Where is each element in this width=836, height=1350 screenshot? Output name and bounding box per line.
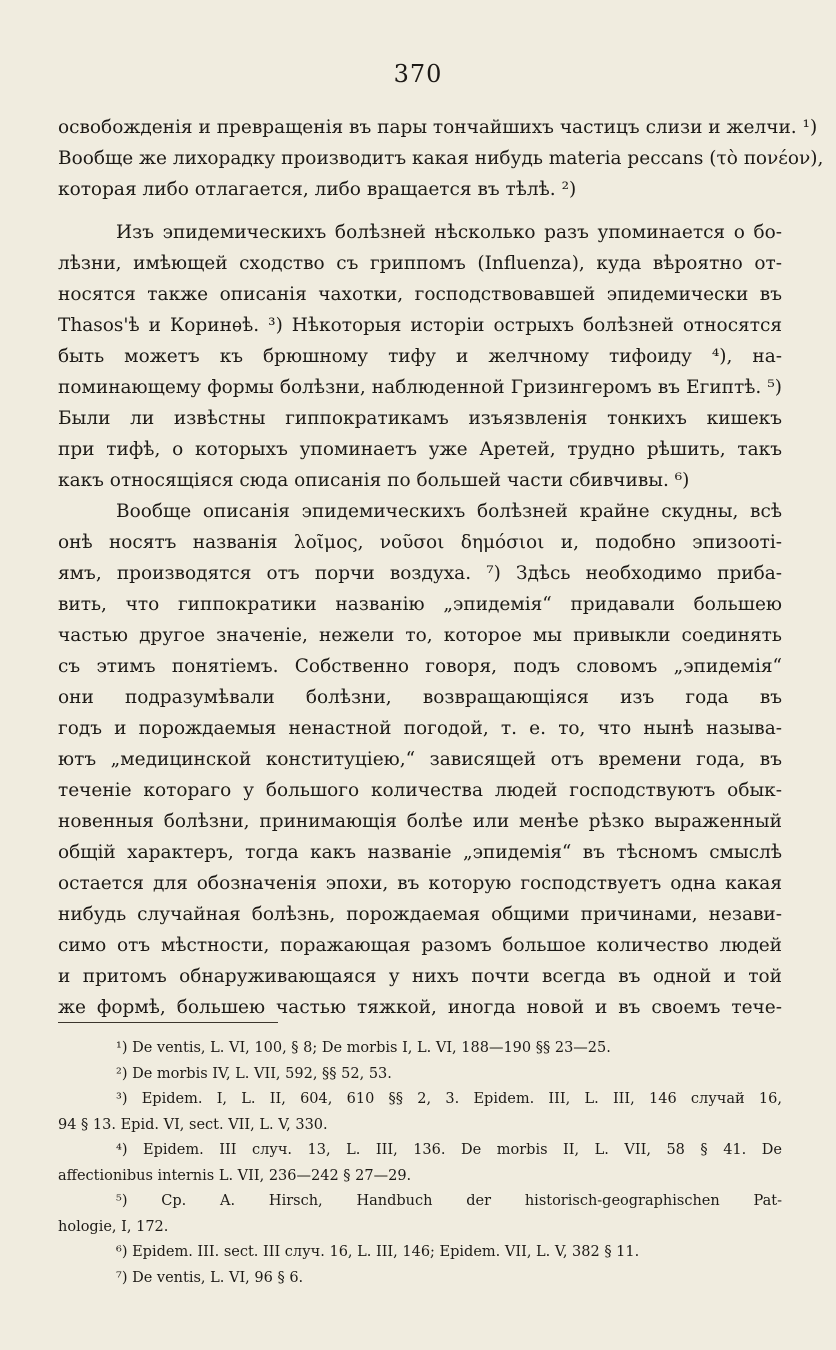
text-line: новенныя болѣзни, принимающія болѣе или менѣе рѣзко выраженный xyxy=(58,811,782,832)
text-line: частью другое значеніе, нежели то, которое мы привыкли соединять xyxy=(58,625,782,646)
footnote: ³) Epidem. I, L. II, 604, 610 §§ 2, 3. Epidem. III, L. III, 146 случай 16, xyxy=(116,1091,782,1107)
footnote: ¹) De ventis, L. VI, 100, § 8; De morbis I, L. VI, 188—190 §§ 23—25. xyxy=(116,1040,611,1056)
footnote-continuation: affectionibus internis L. VII, 236—242 § 27—29. xyxy=(58,1167,412,1184)
footnote-continuation: 94 § 13. Epid. VI, sect. VII, L. V, 330. xyxy=(58,1116,328,1133)
paragraph-gap xyxy=(58,205,782,217)
text-line: ютъ „медицинской конституціею,“ зависящей отъ времени года, въ xyxy=(58,749,782,770)
text-line: Изъ эпидемическихъ болѣзней нѣсколько разъ упоминается о бо- xyxy=(116,222,782,243)
footnote: ⁵) Ср. A. Hirsch, Handbuch der historisch-geographischen Pat- xyxy=(116,1193,782,1209)
text-line: ямъ, производятся отъ порчи воздуха. ⁷) Здѣсь необходимо приба- xyxy=(58,563,782,584)
text-line: они подразумѣвали болѣзни, возвращающіяся изъ года въ xyxy=(58,687,782,708)
text-line: съ этимъ понятіемъ. Собственно говоря, подъ словомъ „эпидемія“ xyxy=(58,656,782,677)
text-line: теченіе котораго у большого количества людей господствуютъ обык- xyxy=(58,780,782,801)
text-line: быть можетъ къ брюшному тифу и желчному тифоиду ⁴), на- xyxy=(58,346,782,367)
text-line: лѣзни, имѣющей сходство съ гриппомъ (Influenza), куда вѣроятно от- xyxy=(58,253,782,274)
text-line: которая либо отлагается, либо вращается въ тѣлѣ. ²) xyxy=(58,179,577,200)
body-text xyxy=(58,112,824,1023)
text-line: носятся также описанія чахотки, господствовавшей эпидемически въ xyxy=(58,284,782,305)
footnote: ²) De morbis IV, L. VII, 592, §§ 52, 53. xyxy=(116,1065,392,1082)
footnote: ⁷) De ventis, L. VI, 96 § 6. xyxy=(116,1269,304,1286)
page-number: 370 xyxy=(393,60,443,88)
text-line: Вообще описанія эпидемическихъ болѣзней крайне скудны, всѣ xyxy=(116,501,782,522)
text-line: какъ относящіяся сюда описанія по большей части сбивчивы. ⁶) xyxy=(58,470,690,491)
text-line: нибудь случайная болѣзнь, порождаемая общими причинами, незави- xyxy=(58,904,782,925)
text-line: Вообще же лихорадку производитъ какая нибудь materia peccans (τὸ πονέον), xyxy=(58,148,824,169)
text-line: и притомъ обнаруживающаяся у нихъ почти всегда въ одной и той xyxy=(58,966,782,987)
footnote-divider xyxy=(58,1022,278,1023)
footnote: ⁶) Epidem. III. sect. III случ. 16, L. III, 146; Epidem. VII, L. V, 382 § 11. xyxy=(116,1244,640,1260)
text-line: Были ли извѣстны гиппократикамъ изъязвленія тонкихъ кишекъ xyxy=(58,408,782,429)
text-line: общій характеръ, тогда какъ названіе „эпидемія“ въ тѣсномъ смыслѣ xyxy=(58,842,782,863)
footnote-continuation: hologie, I, 172. xyxy=(58,1218,169,1235)
footnote: ⁴) Epidem. III случ. 13, L. III, 136. De morbis II, L. VII, 58 § 41. De xyxy=(116,1142,782,1158)
text-line: же формѣ, большею частью тяжкой, иногда новой и въ своемъ тече- xyxy=(58,997,782,1018)
footnotes xyxy=(58,1036,782,1291)
text-line: Thasos'ѣ и Коринѳѣ. ³) Нѣкоторыя исторіи острыхъ болѣзней относятся xyxy=(58,315,782,336)
text-line: при тифѣ, о которыхъ упоминаетъ уже Аретей, трудно рѣшить, такъ xyxy=(58,439,782,460)
text-line: поминающему формы болѣзни, наблюденной Гризингеромъ въ Египтѣ. ⁵) xyxy=(58,377,782,398)
text-line: вить, что гиппократики названію „эпидемія“ придавали большею xyxy=(58,594,782,615)
text-line: освобожденія и превращенія въ пары тончайшихъ частицъ слизи и желчи. ¹) xyxy=(58,117,818,138)
text-line: остается для обозначенія эпохи, въ которую господствуетъ одна какая xyxy=(58,873,782,894)
text-line: годъ и порождаемыя ненастной погодой, т. е. то, что нынѣ называ- xyxy=(58,718,782,739)
text-line: симо отъ мѣстности, поражающая разомъ большое количество людей xyxy=(58,935,782,956)
text-line: онѣ носятъ названія λοῖμος, νοῦσοι δημόσιοι и, подобно эпизооті- xyxy=(58,532,782,553)
